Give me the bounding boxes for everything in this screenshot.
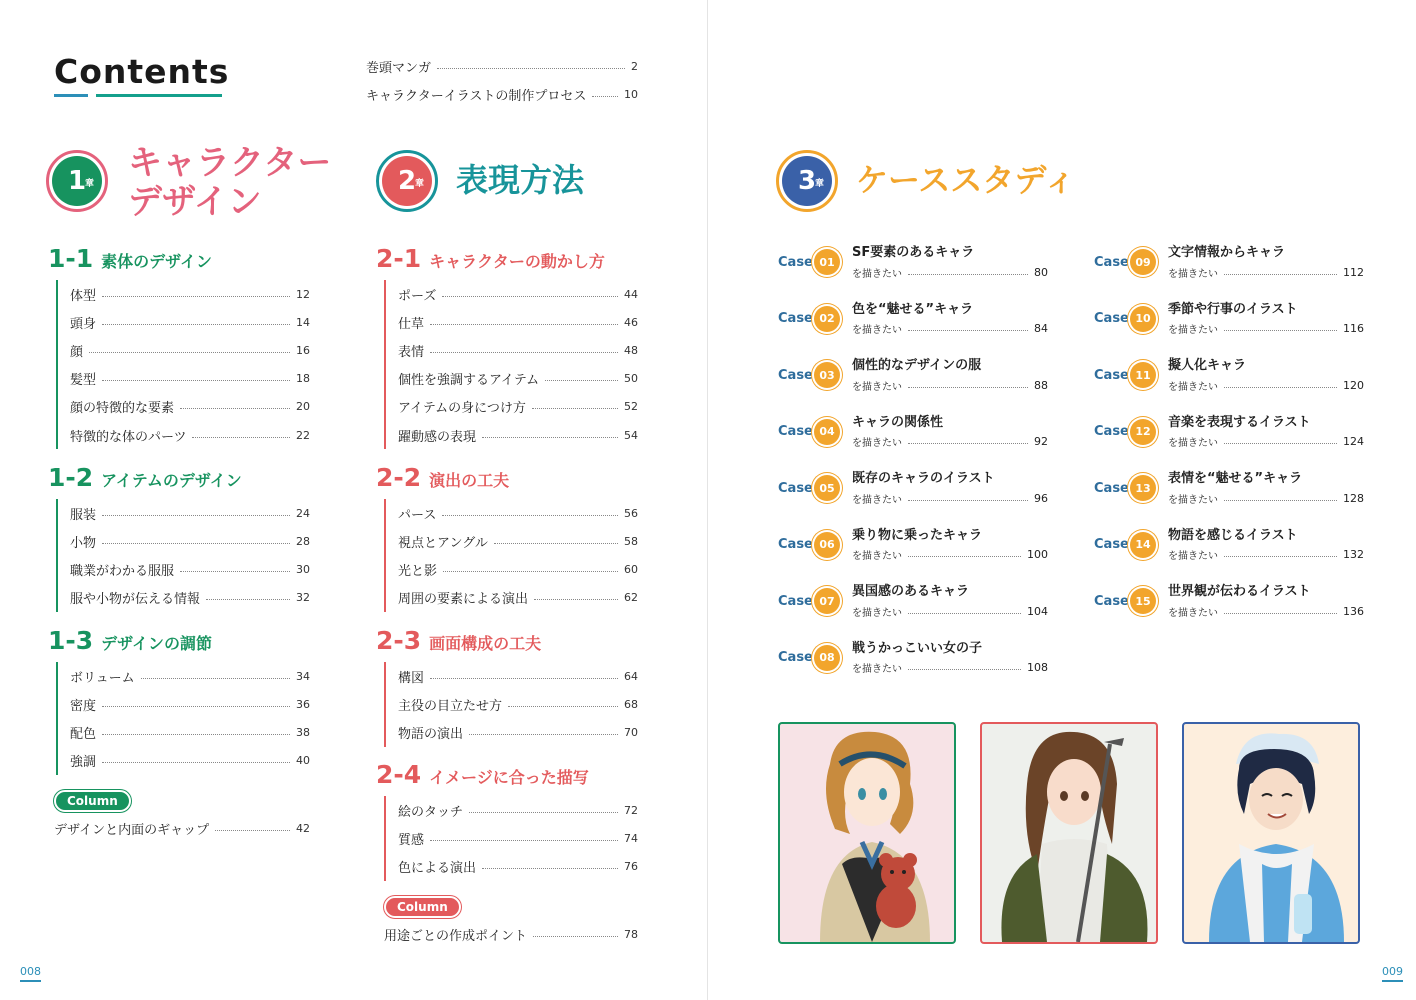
section-name: イメージに合った描写 — [429, 768, 589, 787]
case-item[interactable] — [1094, 297, 1364, 341]
case-title: 既存のキャラのイラスト — [852, 471, 995, 486]
girl-with-golf-club-illustration — [980, 722, 1158, 944]
front-item[interactable]: キャラクターイラストの制作プロセス 10 — [366, 87, 638, 104]
section-number: 2-3 — [376, 626, 422, 655]
toc-item[interactable]: 躍動感の表現 54 — [398, 428, 638, 445]
case-number: 05 — [814, 475, 840, 501]
toc-item[interactable]: 体型 12 — [70, 287, 310, 304]
case-item[interactable] — [1094, 466, 1364, 510]
page-number-left: 008 — [20, 965, 41, 982]
case-label: Case — [1094, 480, 1129, 496]
toc-item[interactable]: パース 56 — [398, 506, 638, 523]
case-label: Case — [778, 593, 813, 609]
case-item[interactable] — [1094, 410, 1364, 454]
chapter-1-badge: 1 章 — [46, 150, 108, 212]
case-page: 108 — [1027, 661, 1048, 674]
case-item[interactable] — [778, 579, 1048, 623]
case-number: 13 — [1130, 475, 1156, 501]
section-name: 素体のデザイン — [101, 252, 213, 271]
case-number: 09 — [1130, 249, 1156, 275]
case-item[interactable] — [778, 466, 1048, 510]
case-page: 104 — [1027, 604, 1048, 618]
boy-with-towel-illustration — [1182, 722, 1360, 944]
case-title: 戦うかっこいい女の子 — [852, 640, 983, 656]
case-title: 音楽を表現するイラスト — [1168, 414, 1311, 430]
case-item[interactable] — [778, 297, 1048, 341]
toc-item[interactable]: 仕草 46 — [398, 315, 638, 332]
case-subtitle: を描きたい — [1168, 494, 1218, 506]
case-label: Case — [1094, 424, 1129, 439]
section-heading[interactable] — [376, 626, 541, 655]
case-number: 02 — [814, 306, 840, 332]
case-subtitle: を描きたい — [1168, 325, 1218, 336]
case-number: 07 — [814, 588, 840, 614]
toc-item[interactable]: 光と影 60 — [398, 562, 638, 579]
section-heading[interactable] — [376, 760, 589, 789]
toc-item[interactable]: 服装 24 — [70, 506, 310, 523]
section-heading[interactable] — [48, 626, 212, 655]
case-page: 136 — [1343, 604, 1364, 618]
girl-with-teddy-bear-illustration — [778, 722, 956, 944]
case-label: Case — [778, 311, 813, 326]
toc-item[interactable]: 職業がわかる服服 30 — [70, 562, 310, 579]
toc-item[interactable]: 物語の演出 70 — [398, 725, 638, 742]
column-item[interactable]: デザインと内面のギャップ 42 — [54, 821, 310, 838]
section-number: 2-1 — [376, 244, 422, 273]
case-subtitle: を描きたい — [1168, 438, 1218, 449]
case-title: SF要素のあるキャラ — [852, 245, 975, 260]
toc-item[interactable]: 顔 16 — [70, 343, 310, 360]
case-title: 表情を“魅せる”キャラ — [1168, 471, 1303, 486]
case-item[interactable] — [778, 240, 1048, 284]
case-label: Case — [778, 650, 813, 665]
toc-item[interactable]: 構図 64 — [398, 669, 638, 686]
case-subtitle: を描きたい — [852, 268, 902, 280]
section-items — [384, 796, 638, 881]
column-badge: Column — [54, 790, 131, 812]
case-number: 01 — [814, 249, 840, 275]
case-subtitle: を描きたい — [1168, 268, 1218, 280]
case-subtitle: を描きたい — [852, 325, 902, 336]
case-number: 15 — [1130, 588, 1156, 614]
section-name: アイテムのデザイン — [101, 471, 242, 490]
section-items — [56, 280, 310, 449]
case-page: 112 — [1343, 265, 1364, 279]
case-page: 100 — [1027, 548, 1048, 561]
toc-item[interactable]: 主役の目立たせ方 68 — [398, 697, 638, 714]
case-subtitle: を描きたい — [852, 664, 902, 675]
section-number: 1-2 — [48, 463, 94, 492]
case-subtitle: を描きたい — [852, 438, 902, 449]
toc-item[interactable]: 質感 74 — [398, 831, 638, 848]
section-heading[interactable] — [376, 244, 605, 273]
case-label: Case — [778, 367, 813, 383]
chapter-1-title: キャラクター デザイン — [128, 143, 332, 223]
toc-item[interactable]: 髪型 18 — [70, 372, 310, 389]
case-item[interactable] — [778, 410, 1048, 454]
case-title: 世界観が伝わるイラスト — [1168, 584, 1311, 599]
title-underline — [54, 94, 222, 97]
case-item[interactable] — [1094, 523, 1364, 567]
case-subtitle: を描きたい — [852, 381, 902, 393]
section-heading[interactable] — [48, 244, 212, 273]
section-items — [384, 662, 638, 747]
case-label: Case — [778, 254, 813, 270]
toc-item[interactable]: 配色 38 — [70, 725, 310, 742]
case-number: 06 — [814, 532, 840, 558]
right-page — [708, 0, 1416, 1000]
case-number: 08 — [814, 645, 840, 671]
case-title: 季節や行事のイラスト — [1168, 301, 1298, 317]
chapter-2-badge: 2 章 — [376, 150, 438, 212]
case-number: 12 — [1130, 419, 1156, 445]
case-page: 80 — [1034, 265, 1048, 279]
section-number: 2-2 — [376, 463, 422, 492]
section-number: 1-3 — [48, 626, 94, 655]
toc-item[interactable]: ポーズ 44 — [398, 287, 638, 304]
case-label: Case — [1094, 254, 1129, 270]
section-items — [56, 499, 310, 612]
case-label: Case — [1094, 537, 1129, 552]
toc-item[interactable]: 小物 28 — [70, 534, 310, 551]
case-title: 個性的なデザインの服 — [852, 358, 982, 373]
toc-item[interactable]: 密度 36 — [70, 697, 310, 714]
front-item[interactable]: 巻頭マンガ 2 — [366, 59, 638, 76]
case-number: 04 — [814, 419, 840, 445]
case-label: Case — [778, 537, 813, 552]
case-subtitle: を描きたい — [852, 607, 902, 619]
section-heading[interactable] — [48, 463, 242, 492]
toc-item[interactable]: ボリューム 34 — [70, 669, 310, 686]
case-title: 色を“魅せる”キャラ — [852, 301, 974, 317]
case-item[interactable] — [1094, 240, 1364, 284]
toc-item[interactable]: 視点とアングル 58 — [398, 534, 638, 551]
case-page: 84 — [1034, 322, 1048, 335]
case-label: Case — [1094, 367, 1129, 383]
contents-title: Contents — [54, 52, 230, 91]
case-page: 96 — [1034, 491, 1048, 505]
case-page: 128 — [1343, 491, 1364, 505]
toc-item[interactable]: 頭身 14 — [70, 315, 310, 332]
case-item[interactable] — [778, 523, 1048, 567]
case-item[interactable] — [778, 636, 1048, 680]
chapter-3-title: ケーススタディ — [856, 161, 1076, 199]
case-page: 88 — [1034, 378, 1048, 392]
section-items — [384, 499, 638, 612]
case-item[interactable] — [1094, 353, 1364, 397]
case-title: 異国感のあるキャラ — [852, 584, 970, 599]
case-title: 乗り物に乗ったキャラ — [852, 527, 983, 543]
case-item[interactable] — [778, 353, 1048, 397]
case-page: 116 — [1343, 322, 1364, 335]
case-number: 14 — [1130, 532, 1156, 558]
toc-item[interactable]: 絵のタッチ 72 — [398, 803, 638, 820]
toc-item[interactable]: 強調 40 — [70, 754, 310, 771]
case-number: 10 — [1130, 306, 1156, 332]
section-heading[interactable] — [376, 463, 509, 492]
toc-item[interactable]: 服や小物が伝える情報 32 — [70, 591, 310, 608]
case-page: 92 — [1034, 435, 1048, 448]
section-items — [56, 662, 310, 775]
case-label: Case — [778, 424, 813, 439]
case-label: Case — [1094, 593, 1129, 609]
section-name: 演出の工夫 — [429, 471, 510, 490]
toc-item[interactable]: 周囲の要素による演出 62 — [398, 591, 638, 608]
case-title: 擬人化キャラ — [1168, 358, 1247, 373]
section-number: 2-4 — [376, 760, 422, 789]
toc-item[interactable]: 表情 48 — [398, 343, 638, 360]
section-number: 1-1 — [48, 244, 94, 273]
front-matter-list — [366, 52, 638, 108]
case-page: 132 — [1343, 548, 1364, 561]
toc-item[interactable]: 色による演出 76 — [398, 859, 638, 876]
toc-item[interactable]: アイテムの身につけ方 52 — [398, 400, 638, 417]
case-page: 124 — [1343, 435, 1364, 448]
case-subtitle: を描きたい — [1168, 381, 1218, 393]
case-label: Case — [1094, 311, 1129, 326]
toc-item[interactable]: 顔の特徴的な要素 20 — [70, 400, 310, 417]
case-number: 11 — [1130, 362, 1156, 388]
toc-item[interactable]: 個性を強調するアイテム 50 — [398, 372, 638, 389]
case-subtitle: を描きたい — [852, 494, 902, 506]
case-number: 03 — [814, 362, 840, 388]
section-name: デザインの調節 — [101, 634, 213, 653]
case-subtitle: を描きたい — [1168, 607, 1218, 619]
section-items — [384, 280, 638, 449]
case-subtitle: を描きたい — [852, 551, 902, 562]
case-title: キャラの関係性 — [852, 414, 944, 430]
case-title: 文字情報からキャラ — [1168, 245, 1286, 260]
case-subtitle: を描きたい — [1168, 551, 1218, 562]
section-name: 画面構成の工夫 — [429, 634, 542, 653]
column-item[interactable]: 用途ごとの作成ポイント 78 — [384, 927, 638, 944]
section-name: キャラクターの動かし方 — [429, 252, 605, 271]
column-badge: Column — [384, 896, 461, 918]
case-item[interactable] — [1094, 579, 1364, 623]
case-label: Case — [778, 480, 813, 496]
toc-item[interactable]: 特徴的な体のパーツ 22 — [70, 428, 310, 445]
case-page: 120 — [1343, 378, 1364, 392]
chapter-3-badge: 3 章 — [776, 150, 838, 212]
case-title: 物語を感じるイラスト — [1168, 527, 1298, 543]
page-number-right: 009 — [1382, 965, 1403, 982]
chapter-2-title: 表現方法 — [456, 161, 585, 199]
